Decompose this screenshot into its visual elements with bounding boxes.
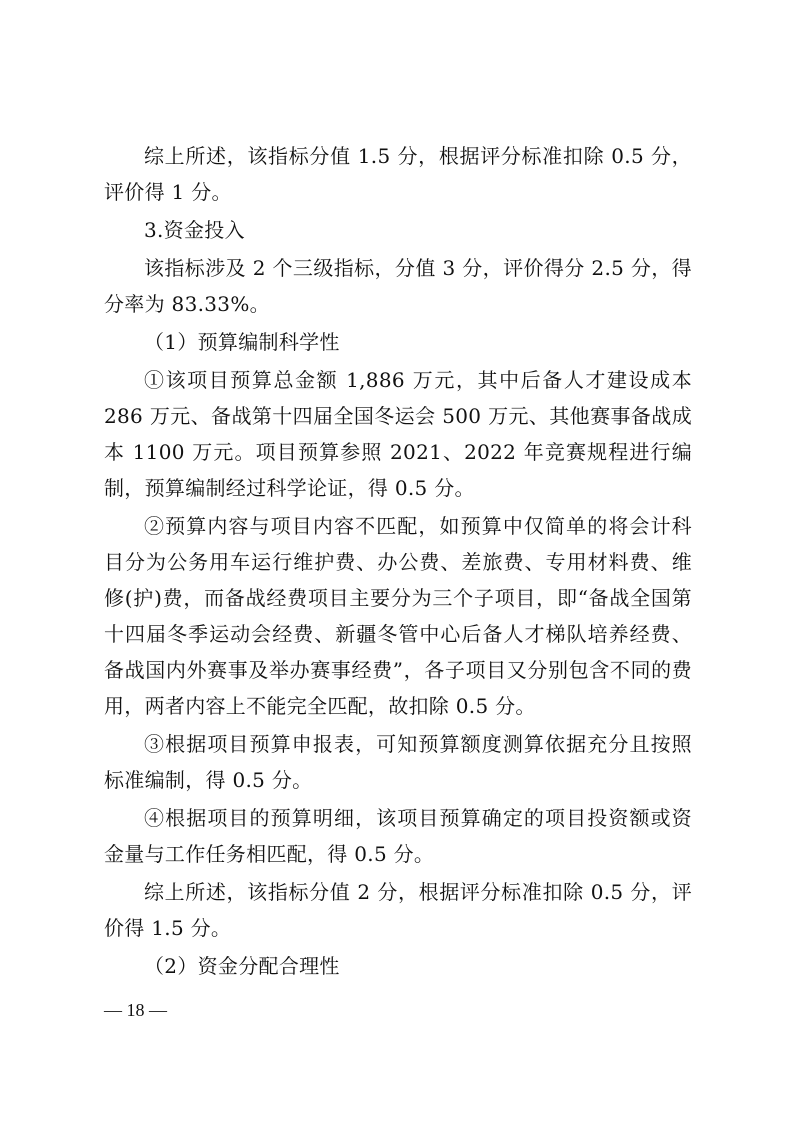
paragraph-item-1: ①该项目预算总金额 1,886 万元，其中后备人才建设成本 286 万元、备战第十四届全国冬运会 500 万元、其他赛事备战成本 1100 万元。项目预算参照 2021、2022 年竞赛规程进行编制，预算编制经过科学论证，得 0.5 分。	[104, 368, 692, 500]
paragraph-item-4: ④根据项目的预算明细，该项目预算确定的项目投资额或资金量与工作任务相匹配，得 0.5 分。	[104, 806, 692, 866]
subsection-heading-budget-scientific: （1）预算编制科学性	[144, 330, 340, 354]
paragraph-summary-1: 综上所述，该指标分值 1.5 分，根据评分标准扣除 0.5 分，评价得 1 分。	[104, 144, 692, 204]
paragraph-item-2: ②预算内容与项目内容不匹配，如预算中仅简单的将会计科目分为公务用车运行维护费、办公费、差旅费、专用材料费、维修(护)费，而备战经费项目主要分为三个子项目，即“备战全国第十四届冬季运动会经费、新疆冬管中心后备人才梯队培养经费、备战国内外赛事及举办赛事经费”，各子项目又分别包含不同的费用，两者内容上不能完全匹配，故扣除 0.5 分。	[104, 514, 692, 718]
section-heading-funding-input: 3.资金投入	[144, 218, 245, 242]
page-number: — 18 —	[104, 1000, 167, 1020]
document-body	[104, 138, 692, 984]
paragraph-summary-2: 综上所述，该指标分值 2 分，根据评分标准扣除 0.5 分，评价得 1.5 分。	[104, 880, 692, 940]
subsection-heading-allocation: （2）资金分配合理性	[144, 954, 340, 978]
paragraph-funding-overview: 该指标涉及 2 个三级指标，分值 3 分，评价得分 2.5 分，得分率为 83.33%。	[104, 256, 692, 316]
paragraph-item-3: ③根据项目预算申报表，可知预算额度测算依据充分且按照标准编制，得 0.5 分。	[104, 732, 692, 792]
